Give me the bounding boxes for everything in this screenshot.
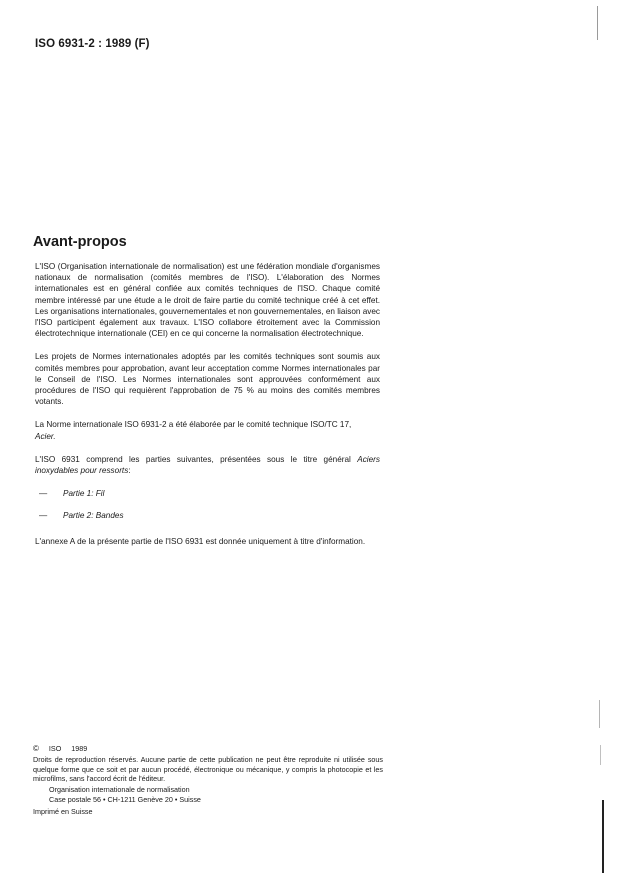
- document-reference: ISO 6931-2 : 1989 (F): [35, 38, 150, 50]
- scan-edge-mark: [602, 800, 604, 873]
- part-label: Partie 2: Bandes: [63, 511, 124, 521]
- section-title: Avant-propos: [33, 234, 127, 250]
- dash-bullet: —: [39, 511, 48, 521]
- list-item: [35, 510, 380, 521]
- copyright-footer: [33, 744, 383, 817]
- scan-edge-mark: [600, 745, 601, 765]
- scan-edge-mark: [599, 700, 600, 728]
- committee-name: Acier.: [35, 431, 56, 441]
- copyright-year: 1989: [71, 744, 88, 753]
- parts-general-title: Aciers inoxydables pour ressorts: [35, 454, 380, 476]
- paragraph-parts-intro: [35, 454, 380, 476]
- printed-in: Imprimé en Suisse: [33, 806, 93, 816]
- publisher-name: Organisation internationale de normalisation: [49, 785, 190, 795]
- dash-bullet: —: [39, 489, 48, 499]
- parts-colon: :: [128, 466, 131, 476]
- copyright-line: [33, 744, 383, 754]
- list-item: [35, 488, 380, 499]
- copyright-org: ISO: [48, 744, 62, 753]
- paragraph-committee: [35, 419, 380, 441]
- part-label: Partie 1: Fil: [63, 489, 105, 499]
- parts-intro-text: L'ISO 6931 comprend les parties suivantes, présentées sous le titre général: [35, 454, 351, 464]
- copyright-icon: ©: [33, 744, 39, 753]
- paragraph-approval: Les projets de Normes internationales adoptés par les comités techniques sont soumis aux comités membres pour approbation, avant leur acceptation comme Normes internationales par le Conseil de l'ISO. Les Normes internationales sont approuvées conformément aux procédures de l'ISO qui requièrent l'approbation de 75 % au moins des comités membres votants.: [35, 352, 380, 407]
- rights-statement: Droits de reproduction réservés. Aucune partie de cette publication ne peut être reproduite ni utilisée sous quelque forme que ce soit et par aucun procédé, électronique ou mécanique, y compris la photocopie et les microfilms, sans l'accord écrit de l'éditeur.: [33, 754, 383, 784]
- committee-text: La Norme internationale ISO 6931-2 a été élaborée par le comité technique ISO/TC 17,: [35, 420, 352, 430]
- paragraph-iso-intro: L'ISO (Organisation internationale de normalisation) est une fédération mondiale d'organismes nationaux de normalisation (comités membres de l'ISO). L'élaboration des Normes internationales est en général confiée aux comités techniques de l'ISO. Chaque comité membre intéressé par une étude a le droit de faire partie du comité technique créé à cet effet. Les organisations internationales, gouvernementales et non gouvernementales, en liaison avec l'ISO participent également aux travaux. L'ISO collabore étroitement avec la Commission électrotechnique internationale (CEI) en ce qui concerne la normalisation électrotechnique.: [35, 262, 381, 339]
- publisher-address: Case postale 56 • CH-1211 Genève 20 • Suisse: [49, 794, 201, 804]
- scan-edge-mark: [597, 6, 598, 40]
- paragraph-annex-note: L'annexe A de la présente partie de l'ISO 6931 est donnée uniquement à titre d'information.: [35, 536, 366, 546]
- foreword-body: [35, 261, 380, 559]
